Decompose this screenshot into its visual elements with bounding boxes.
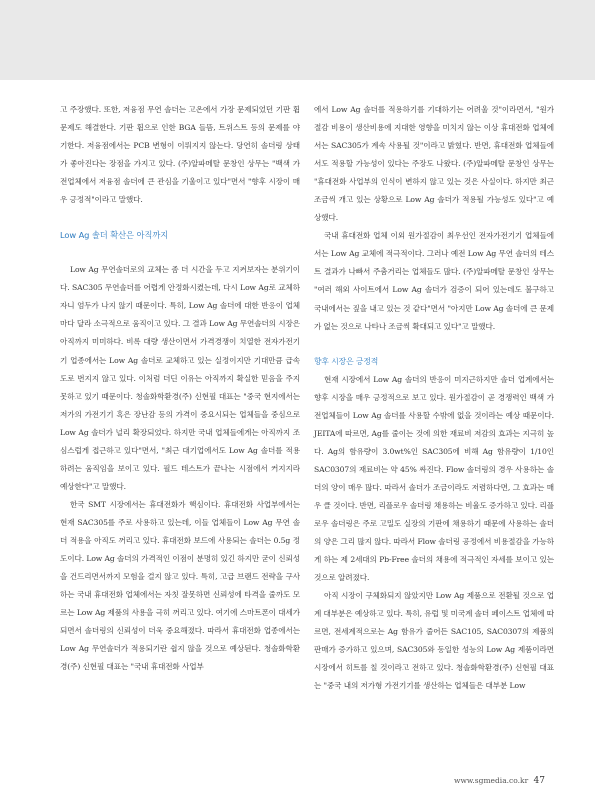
left-column — [60, 101, 300, 676]
body-paragraph: 현재 시장에서 Low Ag 솔더의 반응이 미지근하지만 솔더 업계에서는 향후 시장을 매우 긍정적으로 보고 있다. 원가절감이 곧 경쟁력인 백색 가전업체들이 Low Ag 솔더를 사용할 수밖에 없을 것이라는 예상 때문이다. JEITA에 따르면, Ag를 줄이는 것에 의한 재료비 저감의 효과는 지극히 높다. Ag의 함유량이 3.0wt%인 SAC305에 비해 Ag 함유량이 1/10인 SAC0307의 재료비는 약 45% 싸진다. Flow 솔더링의 경우 사용하는 솔더의 양이 매우 많다. 따라서 솔더가 조금이라도 저렴하다면, 그 효과는 매우 클 것이다. 반면, 리플로우 솔더링 채용하는 비율도 증가하고 있다. 리플로우 솔더링은 주로 고밀도 실장의 기판에 채용하기 때문에 사용하는 솔더의 양은 그리 많지 않다. 따라서 Flow 솔더링 공정에서 비용절감을 가능하게 하는 제 2세대의 Pb-Free 솔더의 채용에 적극적인 자세를 보이고 있는 것으로 알려졌다. — [314, 374, 554, 583]
section-heading: Low Ag 솔더 확산은 아직까지 — [60, 230, 169, 241]
body-paragraph: 고 주장했다. 또한, 저융점 무연 솔더는 고온에서 가장 문제되었던 기판 휨 문제도 해결한다. 기판 휨으로 인한 BGA 들뜸, 트위스트 등의 문제를 야기한다. 저융점에서는 PCB 변형이 이뤄지지 않는다. 당연히 솔더링 상태가 좋아진다는 장점을 가지고 있다. (주)알파메탈 문창인 상무는 "백색 가전업체에서 저융점 솔더에 큰 관심을 기울이고 있다"면서 "향후 시장이 매우 긍정적"이라고 말했다. — [60, 105, 300, 205]
body-paragraph: 에서 Low Ag 솔더를 적용하기를 기대하기는 어려울 것"이라면서, "원가절감 비용이 생산비용에 지대한 영향을 미치지 않는 이상 휴대전화 업체에서는 SAC305가 계속 사용될 것"이라고 밝혔다. 반면, 휴대전화 업체들에서도 적용할 가능성이 있다는 주장도 나왔다. (주)알파메탈 문창인 상무는 "휴대전화 사업부의 인식이 변하지 않고 있는 것은 사실이다. 하지만 최근 조금씩 개고 있는 상황으로 Low Ag 솔더가 적용될 가능성도 있다"고 예상했다. — [314, 105, 554, 223]
header-band — [0, 0, 595, 80]
body-paragraph: 아직 시장이 구체화되지 않았지만 Low Ag 제품으로 전환될 것으로 업계 대부분은 예상하고 있다. 특히, 유럽 및 미국계 솔더 페이스트 업체에 따르면, 전세계적으로는 Ag 함유가 줄어든 SAC105, SAC0307의 제품의 판매가 증가하고 있으며, SAC305와 동일한 성능의 Low Ag 제품이라면 시장에서 히트를 칠 것이라고 전하고 있다. 청솔화학환경(주) 신현필 대표는 "중국 내의 저가형 가전기기를 생산하는 업체들은 대부분 Low — [314, 591, 554, 691]
body-paragraph: 한국 SMT 시장에서는 휴대전화가 핵심이다. 휴대전화 사업부에서는 현재 SAC305를 주로 사용하고 있는데, 이들 업체들이 Low Ag 무연 솔더 적용을 아직도 꺼리고 있다. 휴대전화 보드에 사용되는 솔더는 0.5g 정도이다. Low Ag 솔더의 가격적인 이점이 분명히 있긴 하지만 굳이 신뢰성을 건드리면서까지 모험을 걸지 않고 있다. 특히, 고급 브랜드 전략을 구사하는 국내 휴대전화 업체에서는 자칫 잘못하면 신뢰성에 타격을 줄까도 모르는 Low Ag 제품의 사용을 극히 꺼리고 있다. 여기에 스마트폰이 대세가 되면서 솔더링의 신뢰성이 더욱 중요해졌다. 따라서 휴대전화 업종에서는 Low Ag 무연솔더가 적용되기란 쉽지 않을 것으로 예상된다. 청솔화학환경(주) 신현필 대표는 "국내 휴대전화 사업부 — [60, 499, 300, 672]
page-footer — [454, 776, 545, 786]
page-number: 47 — [533, 776, 545, 786]
section-heading: 향후 시장은 긍정적 — [314, 356, 379, 366]
body-paragraph: 국내 휴대전화 업체 이외 원가절감이 최우선인 전자가전기기 업체들에서는 Low Ag 교체에 적극적이다. 그러나 예전 Low Ag 무연 솔더의 테스트 결과가 나빠서 주춤거리는 업체들도 많다. (주)알파메탈 문창인 상무는 "여러 해외 사이트에서 Low Ag 솔더가 검증이 되어 있는데도 불구하고 국내에서는 짚을 내고 있는 것 같다"면서 "아지만 Low Ag 솔더에 큰 문제가 없는 것으로 나타나 조금씩 확대되고 있다"고 말했다. — [314, 231, 554, 331]
footer-url: www.sgmedia.co.kr — [454, 776, 529, 785]
right-column — [314, 101, 554, 695]
body-paragraph: Low Ag 무연솔더로의 교체는 좀 더 시간을 두고 지켜보자는 분위기이다. SAC305 무연솔더를 어렵게 안정화시켰는데, 다시 Low Ag로 교체하자니 엄두가 나지 않기 때문이다. 특히, Low Ag 솔더에 대한 반응이 업체마다 달라 소극적으로 움직이고 있다. 그 결과 Low Ag 무연솔더의 시장은 아직까지 미미하다. 비록 대량 생산이면서 가격경쟁이 치열한 전자가전기기 업종에서는 Low Ag 솔더로 교체하고 있는 실정이지만 기대만큼 급속도로 번지지 않고 있다. 이처럼 더딘 이유는 아직까지 확실한 믿음을 주지 못하고 있기 때문이다. 청솔화학환경(주) 신현필 대표는 "중국 현지에서는 저가의 가전기기 혹은 장난감 등의 가격이 중요시되는 업체들을 중심으로 Low Ag 솔더가 널리 확장되었다. 하지만 국내 업체들에게는 아직까지 조심스럽게 접근하고 있다"면서, "최근 대기업에서도 Low Ag 솔더를 적용하려는 움직임을 보이고 있다. 필드 테스트가 끝나는 시점에서 커지지라 예상한다"고 말했다. — [60, 265, 300, 491]
